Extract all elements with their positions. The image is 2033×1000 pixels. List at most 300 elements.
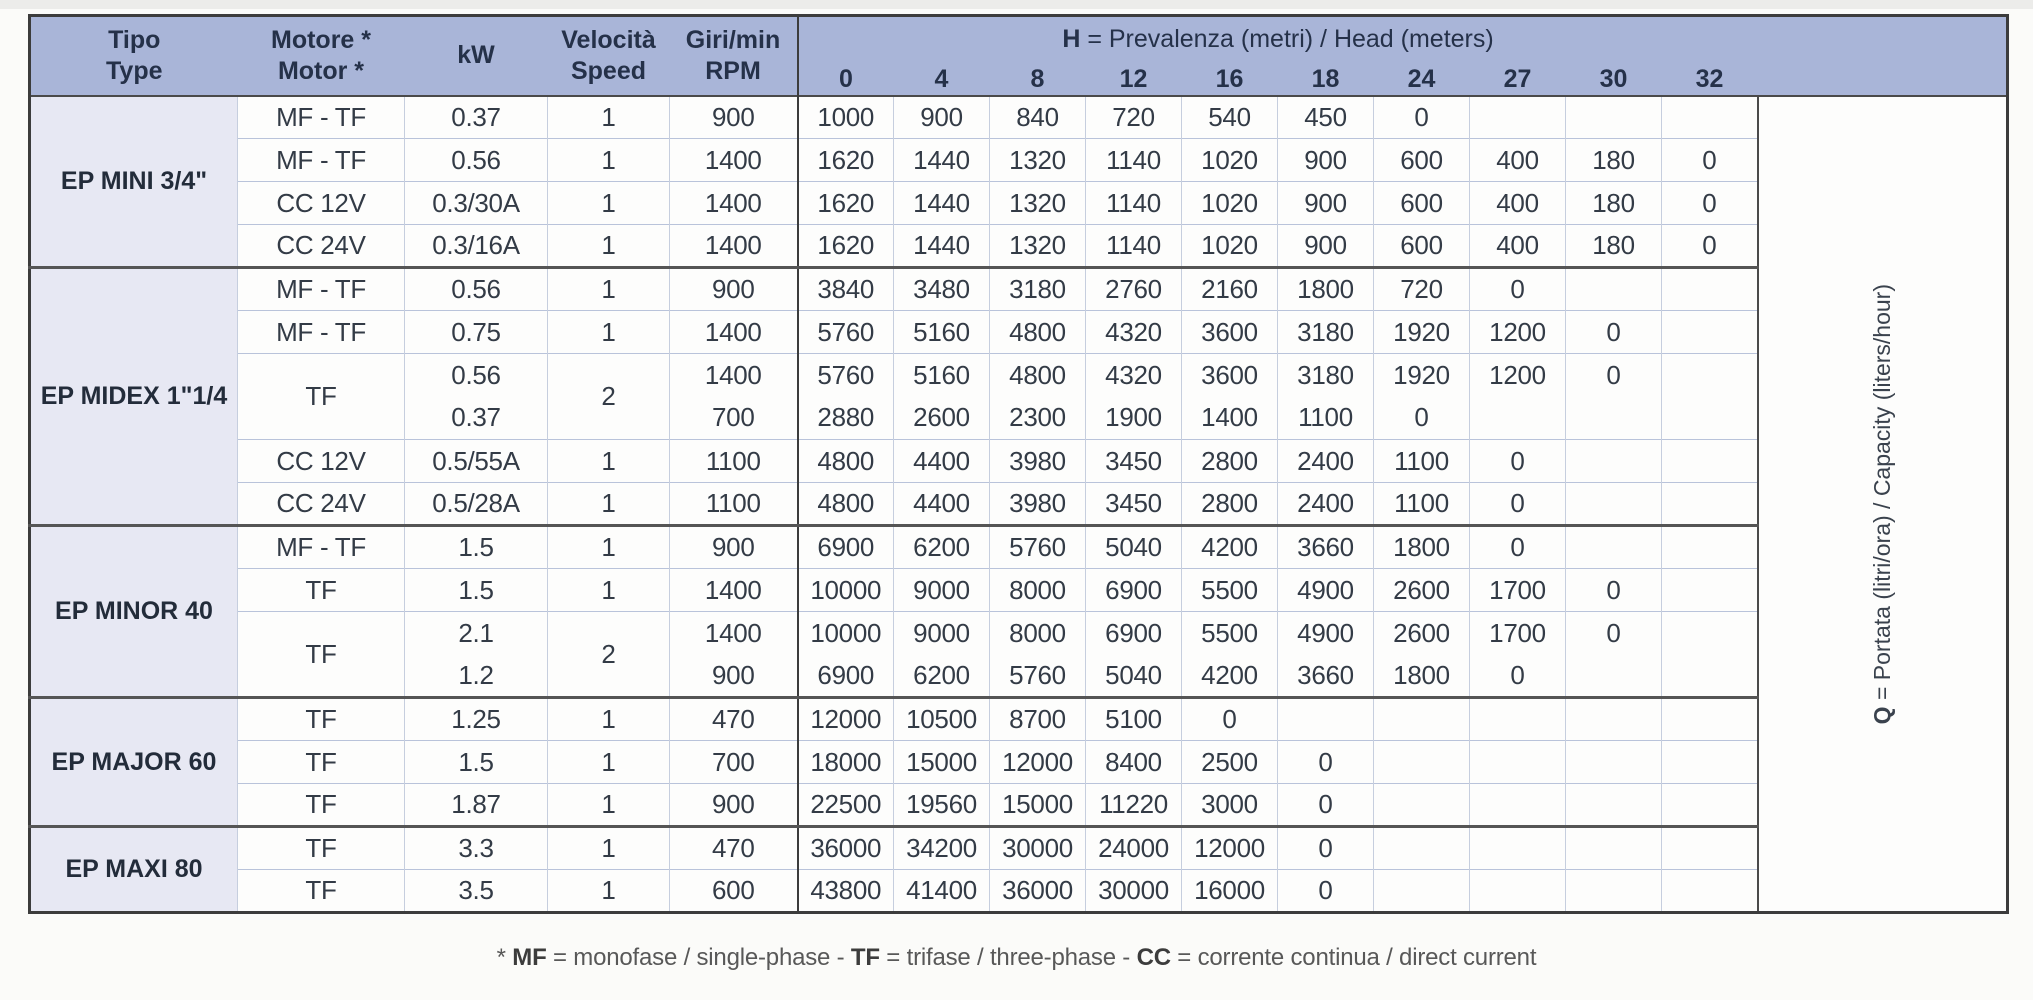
cell-capacity: 180 <box>1566 139 1662 182</box>
cell-kw: 0.56 <box>405 268 548 311</box>
cell-capacity: 6900 <box>1086 612 1182 655</box>
cell-rpm: 1100 <box>670 483 798 526</box>
cell-rpm: 1400 <box>670 311 798 354</box>
cell-capacity: 5160 <box>894 354 990 397</box>
cell-capacity: 3600 <box>1182 354 1278 397</box>
cell-motor: CC 24V <box>238 225 405 268</box>
cell-capacity: 0 <box>1278 870 1374 913</box>
cell-capacity: 1800 <box>1278 268 1374 311</box>
h-col-header-12: 12 <box>1086 62 1182 96</box>
cell-capacity: 1920 <box>1374 311 1470 354</box>
footnote-abbr: MF <box>512 944 547 971</box>
cell-kw: 2.1 <box>405 612 548 655</box>
cell-capacity: 1440 <box>894 139 990 182</box>
cell-capacity: 0 <box>1470 268 1566 311</box>
cell-rpm: 900 <box>670 526 798 569</box>
cell-capacity: 6900 <box>798 655 894 698</box>
cell-capacity: 4800 <box>990 354 1086 397</box>
cell-capacity: 4900 <box>1278 569 1374 612</box>
cell-capacity: 19560 <box>894 784 990 827</box>
cell-capacity <box>1662 827 1758 870</box>
col-header-motore-line2: Motor * <box>277 56 365 85</box>
cell-capacity <box>1662 397 1758 440</box>
cell-capacity: 1920 <box>1374 354 1470 397</box>
cell-capacity <box>1374 698 1470 741</box>
cell-capacity: 2760 <box>1086 268 1182 311</box>
group-label: EP MIDEX 1"1/4 <box>30 268 238 526</box>
cell-kw: 1.5 <box>405 569 548 612</box>
cell-rpm: 470 <box>670 827 798 870</box>
cell-capacity: 10000 <box>798 569 894 612</box>
cell-capacity <box>1470 870 1566 913</box>
h-col-header-0: 0 <box>798 62 894 96</box>
col-header-rpm-line2: RPM <box>705 56 761 85</box>
cell-capacity: 5500 <box>1182 612 1278 655</box>
cell-rpm: 700 <box>670 397 798 440</box>
cell-capacity <box>1662 612 1758 655</box>
cell-capacity: 3180 <box>1278 354 1374 397</box>
cell-capacity <box>1278 698 1374 741</box>
h-col-header-8: 8 <box>990 62 1086 96</box>
cell-motor: TF <box>238 698 405 741</box>
cell-capacity <box>1662 268 1758 311</box>
cell-capacity: 1800 <box>1374 526 1470 569</box>
col-header-velocita-line2: Speed <box>570 56 647 85</box>
cell-capacity <box>1662 96 1758 139</box>
cell-capacity: 4800 <box>798 483 894 526</box>
cell-capacity: 1200 <box>1470 311 1566 354</box>
cell-capacity <box>1470 784 1566 827</box>
cell-speed: 1 <box>548 698 670 741</box>
cell-capacity: 5040 <box>1086 526 1182 569</box>
cell-capacity <box>1662 784 1758 827</box>
cell-capacity: 180 <box>1566 225 1662 268</box>
cell-motor: TF <box>238 784 405 827</box>
cell-capacity: 720 <box>1086 96 1182 139</box>
cell-capacity: 4900 <box>1278 612 1374 655</box>
cell-capacity: 1700 <box>1470 612 1566 655</box>
cell-capacity: 400 <box>1470 182 1566 225</box>
cell-capacity: 1020 <box>1182 225 1278 268</box>
cell-capacity: 6200 <box>894 655 990 698</box>
cell-motor: TF <box>238 612 405 698</box>
q-axis-label <box>1758 96 2008 913</box>
cell-capacity: 1440 <box>894 225 990 268</box>
cell-capacity <box>1566 440 1662 483</box>
cell-capacity: 5760 <box>798 354 894 397</box>
cell-capacity <box>1662 354 1758 397</box>
cell-motor: MF - TF <box>238 96 405 139</box>
cell-capacity: 0 <box>1662 139 1758 182</box>
cell-capacity: 4400 <box>894 440 990 483</box>
col-header-velocita <box>548 16 670 96</box>
cell-capacity: 450 <box>1278 96 1374 139</box>
cell-capacity: 2880 <box>798 397 894 440</box>
table-row <box>30 354 2008 397</box>
cell-capacity: 4320 <box>1086 354 1182 397</box>
cell-kw: 0.56 <box>405 139 548 182</box>
cell-kw: 0.37 <box>405 96 548 139</box>
cell-capacity: 3660 <box>1278 526 1374 569</box>
cell-capacity: 3600 <box>1182 311 1278 354</box>
h-col-header-32: 32 <box>1662 62 1758 96</box>
cell-kw: 1.25 <box>405 698 548 741</box>
cell-rpm: 900 <box>670 96 798 139</box>
cell-capacity <box>1662 569 1758 612</box>
cell-capacity: 400 <box>1470 225 1566 268</box>
cell-capacity: 3660 <box>1278 655 1374 698</box>
cell-capacity: 0 <box>1182 698 1278 741</box>
cell-capacity: 1200 <box>1470 354 1566 397</box>
cell-capacity: 8700 <box>990 698 1086 741</box>
cell-capacity: 1900 <box>1086 397 1182 440</box>
cell-speed: 1 <box>548 139 670 182</box>
cell-capacity <box>1470 96 1566 139</box>
cell-capacity: 2800 <box>1182 440 1278 483</box>
cell-capacity: 18000 <box>798 741 894 784</box>
cell-capacity: 3980 <box>990 483 1086 526</box>
cell-capacity <box>1566 827 1662 870</box>
footnote-text: = monofase / single-phase - <box>546 944 851 971</box>
cell-capacity: 5500 <box>1182 569 1278 612</box>
cell-motor: CC 12V <box>238 440 405 483</box>
cell-speed: 1 <box>548 483 670 526</box>
cell-capacity: 4400 <box>894 483 990 526</box>
cell-capacity: 600 <box>1374 225 1470 268</box>
cell-rpm: 470 <box>670 698 798 741</box>
cell-capacity: 4320 <box>1086 311 1182 354</box>
cell-capacity <box>1566 526 1662 569</box>
cell-capacity: 16000 <box>1182 870 1278 913</box>
cell-speed: 1 <box>548 268 670 311</box>
cell-rpm: 600 <box>670 870 798 913</box>
cell-capacity: 5040 <box>1086 655 1182 698</box>
cell-capacity: 4200 <box>1182 655 1278 698</box>
cell-capacity: 900 <box>894 96 990 139</box>
pump-capacity-table <box>28 14 2009 914</box>
cell-rpm: 1400 <box>670 569 798 612</box>
cell-motor: CC 12V <box>238 182 405 225</box>
cell-capacity: 1320 <box>990 182 1086 225</box>
cell-rpm: 900 <box>670 655 798 698</box>
cell-capacity <box>1566 397 1662 440</box>
cell-speed: 1 <box>548 827 670 870</box>
cell-capacity: 900 <box>1278 182 1374 225</box>
col-header-tipo-line2: Type <box>106 56 163 85</box>
cell-kw: 1.5 <box>405 741 548 784</box>
cell-capacity: 1400 <box>1182 397 1278 440</box>
table-row <box>30 96 2008 139</box>
cell-capacity: 3980 <box>990 440 1086 483</box>
cell-capacity: 12000 <box>1182 827 1278 870</box>
cell-capacity <box>1374 827 1470 870</box>
table-row <box>30 268 2008 311</box>
cell-capacity <box>1566 268 1662 311</box>
cell-speed: 1 <box>548 440 670 483</box>
cell-capacity: 34200 <box>894 827 990 870</box>
cell-capacity <box>1662 526 1758 569</box>
cell-capacity: 900 <box>1278 139 1374 182</box>
cell-capacity: 1140 <box>1086 225 1182 268</box>
cell-capacity: 30000 <box>1086 870 1182 913</box>
cell-capacity <box>1662 741 1758 784</box>
cell-motor: MF - TF <box>238 526 405 569</box>
col-header-motore <box>238 16 405 96</box>
cell-capacity <box>1566 870 1662 913</box>
cell-rpm: 1400 <box>670 612 798 655</box>
cell-capacity: 0 <box>1470 483 1566 526</box>
cell-capacity <box>1470 397 1566 440</box>
cell-capacity: 1440 <box>894 182 990 225</box>
cell-speed: 1 <box>548 569 670 612</box>
cell-capacity <box>1662 655 1758 698</box>
cell-capacity: 0 <box>1662 182 1758 225</box>
cell-capacity <box>1662 698 1758 741</box>
cell-capacity: 22500 <box>798 784 894 827</box>
cell-capacity: 840 <box>990 96 1086 139</box>
q-axis-label-text: Q = Portata (litri/ora) / Capacity (liters/hour) <box>1868 283 1895 724</box>
cell-capacity: 2400 <box>1278 483 1374 526</box>
cell-kw: 0.3/16A <box>405 225 548 268</box>
cell-speed: 1 <box>548 225 670 268</box>
cell-motor: TF <box>238 827 405 870</box>
cell-capacity: 600 <box>1374 182 1470 225</box>
cell-capacity: 12000 <box>990 741 1086 784</box>
cell-capacity: 4800 <box>990 311 1086 354</box>
group-label: EP MINI 3/4" <box>30 96 238 268</box>
cell-capacity: 1620 <box>798 182 894 225</box>
cell-capacity: 5760 <box>798 311 894 354</box>
cell-capacity: 0 <box>1278 741 1374 784</box>
col-header-tipo <box>30 16 238 96</box>
cell-capacity <box>1566 698 1662 741</box>
table-header <box>30 16 2008 96</box>
cell-kw: 1.5 <box>405 526 548 569</box>
table-row <box>30 139 2008 182</box>
cell-speed: 2 <box>548 354 670 440</box>
group-label: EP MAJOR 60 <box>30 698 238 827</box>
cell-capacity: 10500 <box>894 698 990 741</box>
col-header-rpm <box>670 16 798 96</box>
cell-speed: 1 <box>548 96 670 139</box>
cell-capacity: 0 <box>1278 784 1374 827</box>
table-row <box>30 698 2008 741</box>
cell-capacity: 1100 <box>1278 397 1374 440</box>
cell-capacity: 1320 <box>990 225 1086 268</box>
h-col-header-16: 16 <box>1182 62 1278 96</box>
cell-capacity: 1020 <box>1182 182 1278 225</box>
cell-capacity: 2400 <box>1278 440 1374 483</box>
cell-capacity: 3450 <box>1086 483 1182 526</box>
cell-capacity <box>1566 784 1662 827</box>
head-title-text: = Prevalenza (metri) / Head (meters) <box>1080 24 1494 53</box>
table-row <box>30 225 2008 268</box>
table-row <box>30 870 2008 913</box>
cell-capacity: 0 <box>1374 96 1470 139</box>
footnote-abbr: CC <box>1136 944 1171 971</box>
cell-capacity: 5100 <box>1086 698 1182 741</box>
cell-capacity <box>1374 741 1470 784</box>
cell-capacity: 10000 <box>798 612 894 655</box>
cell-capacity: 1020 <box>1182 139 1278 182</box>
cell-capacity: 36000 <box>798 827 894 870</box>
cell-capacity: 2500 <box>1182 741 1278 784</box>
cell-kw: 3.3 <box>405 827 548 870</box>
cell-capacity: 5760 <box>990 655 1086 698</box>
cell-capacity: 1800 <box>1374 655 1470 698</box>
cell-capacity: 0 <box>1374 397 1470 440</box>
h-col-header-27: 27 <box>1470 62 1566 96</box>
footnote-text: * <box>496 944 513 971</box>
table-row <box>30 440 2008 483</box>
cell-capacity: 4200 <box>1182 526 1278 569</box>
cell-kw: 1.2 <box>405 655 548 698</box>
cell-motor: MF - TF <box>238 139 405 182</box>
table-row <box>30 526 2008 569</box>
cell-capacity: 540 <box>1182 96 1278 139</box>
table-body <box>30 96 2008 913</box>
cell-capacity: 0 <box>1470 655 1566 698</box>
h-col-header-18: 18 <box>1278 62 1374 96</box>
cell-kw: 0.5/55A <box>405 440 548 483</box>
cell-capacity <box>1566 655 1662 698</box>
cell-capacity: 180 <box>1566 182 1662 225</box>
cell-kw: 0.75 <box>405 311 548 354</box>
cell-speed: 1 <box>548 182 670 225</box>
cell-capacity: 36000 <box>990 870 1086 913</box>
cell-capacity: 0 <box>1566 569 1662 612</box>
cell-capacity: 11220 <box>1086 784 1182 827</box>
cell-capacity: 5160 <box>894 311 990 354</box>
cell-capacity: 15000 <box>990 784 1086 827</box>
cell-kw: 0.5/28A <box>405 483 548 526</box>
cell-capacity: 4800 <box>798 440 894 483</box>
cell-capacity <box>1662 311 1758 354</box>
cell-motor: TF <box>238 354 405 440</box>
col-header-motore-line1: Motore * <box>271 25 371 54</box>
header-corner-blank <box>1758 16 2008 96</box>
cell-capacity <box>1662 870 1758 913</box>
cell-capacity: 1000 <box>798 96 894 139</box>
cell-capacity: 3180 <box>990 268 1086 311</box>
table-row <box>30 827 2008 870</box>
h-col-header-24: 24 <box>1374 62 1470 96</box>
cell-capacity <box>1470 741 1566 784</box>
cell-capacity <box>1566 96 1662 139</box>
cell-capacity: 3450 <box>1086 440 1182 483</box>
table-row <box>30 612 2008 655</box>
cell-capacity: 3480 <box>894 268 990 311</box>
cell-capacity: 900 <box>1278 225 1374 268</box>
cell-rpm: 900 <box>670 268 798 311</box>
table-row <box>30 311 2008 354</box>
cell-kw: 0.37 <box>405 397 548 440</box>
cell-capacity: 1620 <box>798 139 894 182</box>
cell-capacity: 15000 <box>894 741 990 784</box>
table-row <box>30 182 2008 225</box>
cell-capacity <box>1374 870 1470 913</box>
h-col-header-30: 30 <box>1566 62 1662 96</box>
cell-rpm: 1100 <box>670 440 798 483</box>
cell-motor: TF <box>238 870 405 913</box>
footnote-text: = trifase / three-phase - <box>879 944 1137 971</box>
cell-capacity: 0 <box>1662 225 1758 268</box>
cell-capacity: 6200 <box>894 526 990 569</box>
cell-motor: MF - TF <box>238 311 405 354</box>
cell-capacity: 1100 <box>1374 483 1470 526</box>
cell-speed: 1 <box>548 526 670 569</box>
page-top-strip <box>0 0 2033 9</box>
table-row <box>30 483 2008 526</box>
footnote <box>0 944 2033 972</box>
cell-capacity: 720 <box>1374 268 1470 311</box>
cell-speed: 1 <box>548 311 670 354</box>
cell-capacity: 9000 <box>894 612 990 655</box>
cell-capacity: 400 <box>1470 139 1566 182</box>
cell-motor: CC 24V <box>238 483 405 526</box>
cell-capacity: 0 <box>1278 827 1374 870</box>
cell-capacity: 2160 <box>1182 268 1278 311</box>
cell-rpm: 700 <box>670 741 798 784</box>
cell-rpm: 900 <box>670 784 798 827</box>
cell-capacity: 0 <box>1470 526 1566 569</box>
cell-capacity: 3180 <box>1278 311 1374 354</box>
cell-capacity: 8000 <box>990 569 1086 612</box>
cell-capacity: 8000 <box>990 612 1086 655</box>
cell-kw: 0.56 <box>405 354 548 397</box>
cell-capacity: 24000 <box>1086 827 1182 870</box>
cell-capacity: 9000 <box>894 569 990 612</box>
cell-capacity: 41400 <box>894 870 990 913</box>
cell-capacity: 1620 <box>798 225 894 268</box>
cell-capacity: 2800 <box>1182 483 1278 526</box>
cell-capacity: 12000 <box>798 698 894 741</box>
cell-rpm: 1400 <box>670 225 798 268</box>
col-header-head-meters <box>798 16 1758 62</box>
cell-capacity <box>1470 827 1566 870</box>
col-header-rpm-line1: Giri/min <box>685 25 781 54</box>
cell-capacity <box>1566 483 1662 526</box>
cell-capacity: 0 <box>1566 354 1662 397</box>
cell-capacity: 600 <box>1374 139 1470 182</box>
cell-capacity: 6900 <box>798 526 894 569</box>
cell-kw: 3.5 <box>405 870 548 913</box>
cell-rpm: 1400 <box>670 182 798 225</box>
cell-capacity: 43800 <box>798 870 894 913</box>
h-col-header-4: 4 <box>894 62 990 96</box>
cell-speed: 1 <box>548 870 670 913</box>
footnote-abbr: TF <box>850 944 880 971</box>
table-row <box>30 569 2008 612</box>
cell-capacity: 0 <box>1566 311 1662 354</box>
cell-capacity: 2600 <box>1374 569 1470 612</box>
cell-capacity <box>1566 741 1662 784</box>
col-header-velocita-line1: Velocità <box>561 25 656 54</box>
cell-speed: 2 <box>548 612 670 698</box>
cell-capacity: 30000 <box>990 827 1086 870</box>
cell-capacity: 1140 <box>1086 139 1182 182</box>
cell-motor: MF - TF <box>238 268 405 311</box>
cell-kw: 1.87 <box>405 784 548 827</box>
cell-capacity <box>1662 440 1758 483</box>
cell-rpm: 1400 <box>670 139 798 182</box>
cell-capacity <box>1374 784 1470 827</box>
cell-capacity <box>1662 483 1758 526</box>
cell-capacity: 8400 <box>1086 741 1182 784</box>
group-label: EP MAXI 80 <box>30 827 238 913</box>
cell-capacity: 2600 <box>894 397 990 440</box>
cell-capacity: 3840 <box>798 268 894 311</box>
